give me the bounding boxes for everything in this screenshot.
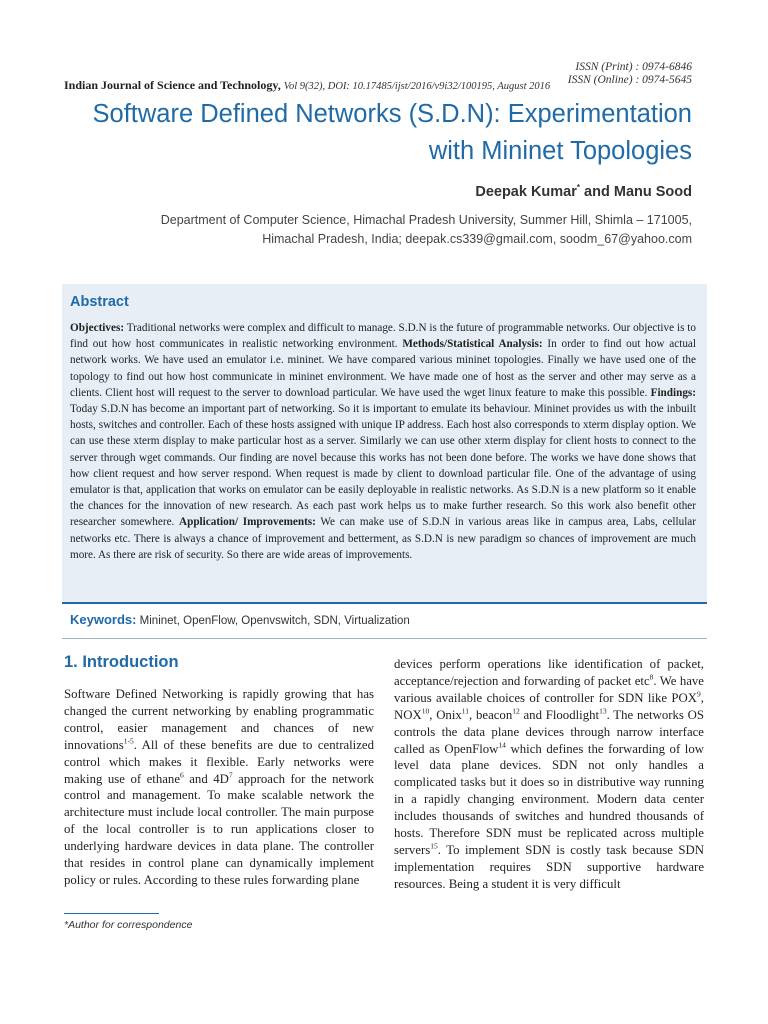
keywords-label: Keywords: (70, 612, 137, 627)
introduction-column-right (394, 656, 704, 893)
body-text: . To implement SDN is costly task because SDN implementation requires SDN supportive hardware resources. Being a student it is very difficult (394, 842, 704, 891)
journal-name: Indian Journal of Science and Technology, (64, 78, 281, 92)
citation-ref: 10 (421, 706, 430, 716)
citation-ref: 8 (649, 672, 654, 682)
keywords-text: Mininet, OpenFlow, Openvswitch, SDN, Virtualization (136, 615, 410, 627)
objectives-label: Objectives: (70, 322, 125, 334)
citation-ref: 14 (498, 740, 506, 750)
body-text: devices perform operations like identification of packet, acceptance/rejection and forwarding of packet etc (394, 657, 704, 688)
citation-ref: 7 (228, 770, 233, 780)
body-text: , beacon (469, 707, 513, 722)
body-text: Software Defined Networking is rapidly growing that has changed the current networking by enabling programmatic control, easier management and chances of new innovations (64, 687, 374, 752)
section-divider (62, 638, 707, 639)
footnote-divider (64, 913, 159, 914)
citation-ref: 11 (461, 706, 470, 716)
keywords (70, 612, 710, 627)
methods-label: Methods/Statistical Analysis: (402, 338, 543, 351)
journal-citation (64, 78, 584, 93)
methods-text: In order to find out how actual network works. We have used an emulator i.e. mininet. We have compared various mininet topologies. Finally we have used one of the topology to find out how host communicate in mininet environment. We have made one of host as the server and other may serve as a clients. Client host will request to the server to download particular. We have used the wget linux feature to make this possible. (70, 338, 697, 399)
findings-label: Findings: (650, 386, 696, 399)
body-text: and Floodlight (519, 707, 600, 722)
findings-text: Today S.D.N has become an important part of networking. So it is important to emulate its behaviour. Mininet provides us with the inbuilt hosts, switches and controller. Each of these hosts assigned with unique IP address. Each host also corresponds to xterm display option. We can use these xterm display to make particular host as a server. Similarly we can use other xterm display for client hosts to connect to the server through wget commands. Our finding are novel because this works has not been done before. The works we have done shows that how client request and how server respond. When request is made by client to download particular file. One of the advantage of using emulator is that, application that works on emulator can be easily deployable in realistic networks. As S.D.N is a new platform so it enable the chances for the innovation of new research. As each past work helps us to make further research. So this work also benefit other researcher somewhere. (70, 403, 696, 529)
journal-meta: Vol 9(32), DOI: 10.17485/ijst/2016/v9i32/100195, August 2016 (283, 81, 551, 92)
citation-ref: 1-5 (123, 736, 134, 746)
body-text: , NOX (394, 690, 704, 722)
paper-title-line1: Software Defined Networks (S.D.N): Experimentation (92, 100, 692, 128)
author-joiner: and (580, 183, 614, 200)
citation-ref: 13 (599, 706, 607, 716)
issn-online: ISSN (Online) : 0974-5645 (567, 74, 692, 86)
citation-ref: 15 (430, 841, 438, 851)
application-label: Application/ Improvements: (179, 516, 316, 529)
application-text: We can make use of S.D.N in various areas like in campus area, Labs, cellular networks etc. There is always a chance of improvement and betterment, as S.D.N is new paradigm so chances of improvement are much more. As there are risk of security. So there are wide areas of improvements. (70, 516, 696, 561)
objectives-text: Traditional networks were complex and difficult to manage. S.D.N is the future of programmable networks. Our objective is to find out how host communicates in realistic networking environment. (70, 322, 696, 351)
citation-ref: 12 (512, 706, 520, 716)
footnote: *Author for correspondence (64, 919, 193, 931)
author-name: Manu Sood (613, 183, 692, 200)
body-text: and 4D (183, 771, 229, 786)
abstract-body (70, 320, 696, 563)
body-text: which defines the forwarding of low level data plane devices. SDN not only handles a complicated tasks but it does so in distributive way running in a rapidly changing environment. Modern data center includes thousands of switches and hundred thousands of hosts. Therefore SDN must be replicated across multiple servers (394, 741, 704, 857)
introduction-column-left (64, 686, 374, 889)
body-text: , Onix (429, 707, 462, 722)
affiliation-line2: Himachal Pradesh, India; deepak.cs339@gmail.com, soodm_67@yahoo.com (262, 232, 692, 246)
introduction-heading: 1. Introduction (64, 653, 179, 671)
body-text: . All of these benefits are due to centralized control which makes it flexible. Early networks were making use of ethane (64, 737, 374, 786)
author-list (92, 183, 692, 200)
body-text: . We have various available choices of controller for SDN like POX (394, 673, 704, 705)
citation-ref: 6 (180, 770, 184, 780)
affiliation-line1: Department of Computer Science, Himachal Pradesh University, Summer Hill, Shimla – 171005, (160, 213, 692, 227)
body-text: . The networks OS controls the data plane devices through narrow interface called as OpenFlow (394, 707, 704, 756)
abstract-heading: Abstract (70, 294, 129, 310)
paper-title-line2: with Mininet Topologies (428, 137, 692, 165)
issn-print: ISSN (Print) : 0974-6846 (575, 61, 692, 73)
correspondence-mark: * (576, 183, 581, 192)
author-name: Deepak Kumar (475, 183, 577, 200)
citation-ref: 9 (697, 689, 701, 699)
paper-title (32, 96, 692, 170)
body-text: approach for the network control and management. To make scalable network the architecture must include local controller. The main purpose of the local controller is to run applications closer to underlying hardware devices in data plane. The controller that resides in control plane can dynamically implement policy or rules. According to these rules forwarding plane (64, 771, 375, 887)
abstract-box (62, 284, 707, 604)
affiliation (72, 211, 692, 249)
